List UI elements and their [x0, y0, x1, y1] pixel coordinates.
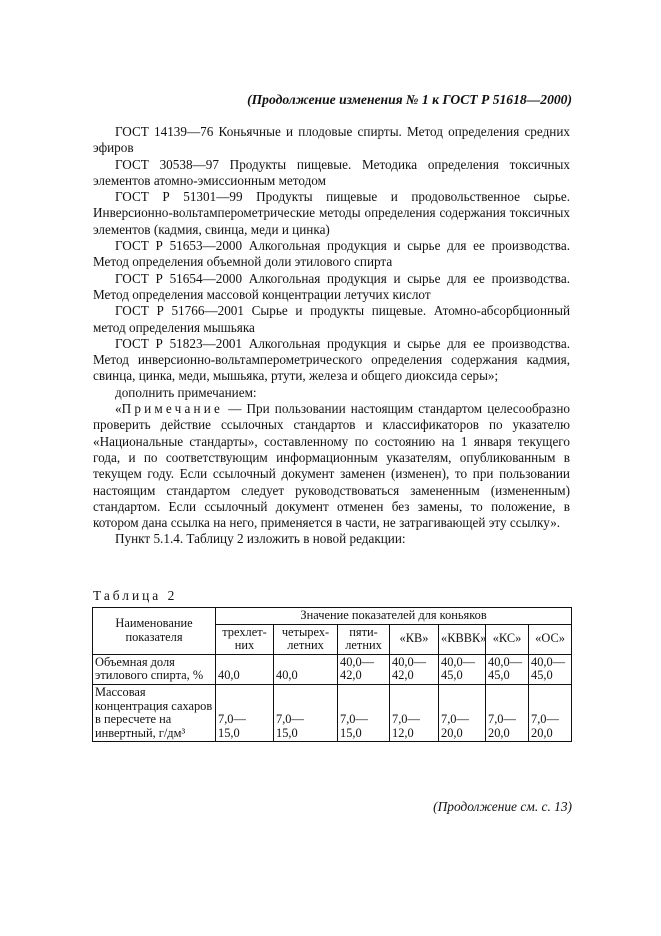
table-column-header: «КС»	[486, 624, 529, 654]
table-column-header: «ОС»	[529, 624, 572, 654]
table-row-name: Объемная доля этилового спирта, %	[93, 654, 216, 684]
paragraph-gost-51301: ГОСТ Р 51301—99 Продукты пищевые и продовольственное сырье. Инверсионно-вольтамперометрические методы определения содержания токсичных элементов (кадмия, свинца, меди и цинка)	[93, 189, 570, 237]
table-cell: 40,0— 42,0	[338, 654, 390, 684]
table-row-name: Массовая концентрация сахаров в пересчете на инвертный, г/дм³	[93, 684, 216, 741]
table-cell: 7,0— 20,0	[529, 684, 572, 741]
table-group-header: Значение показателей для коньяков	[216, 608, 572, 625]
document-body	[93, 124, 570, 548]
table-column-header: пяти- летних	[338, 624, 390, 654]
table-cell: 40,0— 42,0	[390, 654, 439, 684]
table-column-header: «КВВК»	[439, 624, 486, 654]
table-column-header: «КВ»	[390, 624, 439, 654]
table-cell: 40,0	[274, 654, 338, 684]
table-column-header: трехлет- них	[216, 624, 274, 654]
table-row	[93, 684, 572, 741]
clause-paragraph: Пункт 5.1.4. Таблицу 2 изложить в новой редакции:	[115, 531, 406, 547]
table-name-header: Наименование показателя	[93, 608, 216, 655]
table-cell: 7,0— 15,0	[338, 684, 390, 741]
table-cell: 7,0— 20,0	[439, 684, 486, 741]
paragraph-gost-51654: ГОСТ Р 51654—2000 Алкогольная продукция и сырье для ее производства. Метод определения массовой концентрации летучих кислот	[93, 270, 570, 302]
note-paragraph	[93, 401, 570, 531]
table-row	[93, 654, 572, 684]
paragraph-gost-51653: ГОСТ Р 51653—2000 Алкогольная продукция и сырье для ее производства. Метод определения объемной доли этилового спирта	[93, 238, 570, 270]
paragraph-gost-51823: ГОСТ Р 51823—2001 Алкогольная продукция и сырье для ее производства. Метод инверсионно-вольтамперометрического определения содержания кадмия, свинца, цинка, меди, мышьяка, ртути, железа и общего диоксида серы»;	[93, 335, 570, 384]
note-text: — При пользовании настоящим стандартом целесообразно проверить действие ссылочных стандартов и классификаторов по указателю «Национальные стандарты», составленному по состоянию на 1 января текущего года, и по соответствующим информационным указателям, опубликованным в текущем году. Если ссылочный документ заменен (изменен), то при пользовании настоящим стандартом следует руководствоваться замененным (измененным) стандартом. Если ссылочный документ отменен без замены, то положение, в котором дана ссылка на него, применяется в части, не затрагивающей эту ссылку».	[93, 401, 570, 531]
table-cell: 7,0— 12,0	[390, 684, 439, 741]
table-caption: Таблица 2	[93, 588, 178, 603]
paragraph-gost-51766: ГОСТ Р 51766—2001 Сырье и продукты пищевые. Атомно-абсорбционный метод определения мышьяка	[93, 303, 570, 335]
table-cell: 40,0	[216, 654, 274, 684]
note-label: Примечание	[121, 401, 224, 417]
paragraph-gost-14139: ГОСТ 14139—76 Коньячные и плодовые спирты. Метод определения средних эфиров	[93, 124, 570, 156]
paragraph-add-note: дополнить примечанием:	[115, 384, 257, 400]
table-cell: 7,0— 15,0	[274, 684, 338, 741]
paragraph-gost-30538: ГОСТ 30538—97 Продукты пищевые. Методика определения токсичных элементов атомно-эмиссионным методом	[93, 156, 570, 188]
table-cell: 40,0— 45,0	[439, 654, 486, 684]
table-cell: 7,0— 15,0	[216, 684, 274, 741]
table-column-header: четырех- летних	[274, 624, 338, 654]
page-footer: (Продолжение см. с. 13)	[433, 799, 572, 814]
table-2	[92, 607, 572, 742]
page-header: (Продолжение изменения № 1 к ГОСТ Р 51618—2000)	[247, 92, 572, 107]
table-cell: 40,0— 45,0	[529, 654, 572, 684]
table-cell: 40,0— 45,0	[486, 654, 529, 684]
table-cell: 7,0— 20,0	[486, 684, 529, 741]
note-open-quote: «	[115, 401, 122, 417]
